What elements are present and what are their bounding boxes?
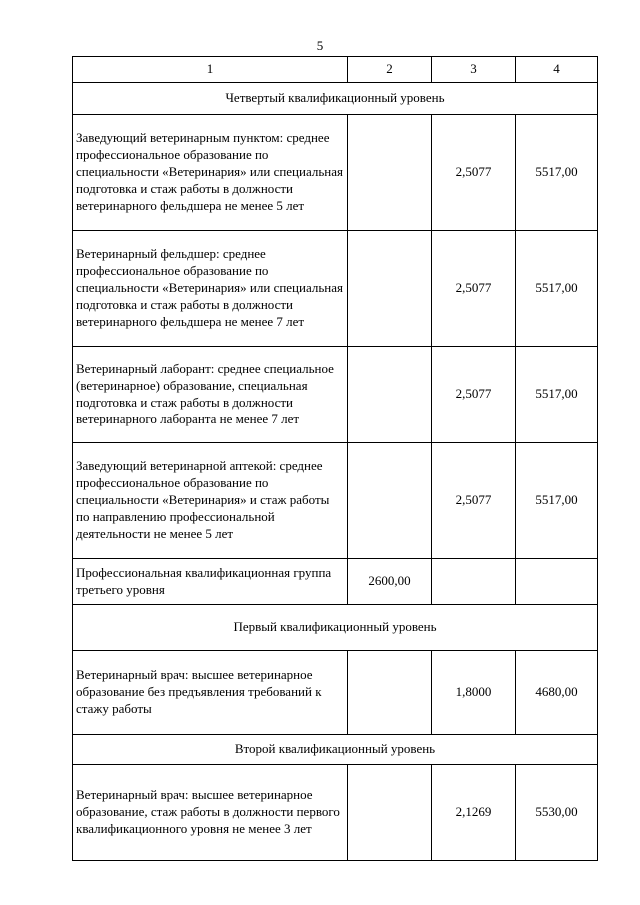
header-cell-1: 1 — [73, 57, 348, 83]
position-description: Ветеринарный врач: высшее ветеринарное образование, стаж работы в должности первого квалификационного уровня не менее 3 лет — [73, 765, 348, 861]
section-title: Первый квалификационный уровень — [73, 605, 598, 651]
base-salary-cell — [348, 347, 432, 443]
section-title: Второй квалификационный уровень — [73, 735, 598, 765]
salary-cell: 4680,00 — [516, 651, 598, 735]
position-description: Ветеринарный врач: высшее ветеринарное образование без предъявления требований к стажу работы — [73, 651, 348, 735]
salary-cell — [516, 559, 598, 605]
coefficient-cell: 2,5077 — [432, 443, 516, 559]
table-row — [73, 765, 598, 861]
section-row — [73, 83, 598, 115]
header-cell-4: 4 — [516, 57, 598, 83]
salary-cell: 5530,00 — [516, 765, 598, 861]
table-header-row — [73, 57, 598, 83]
section-title: Четвертый квалификационный уровень — [73, 83, 598, 115]
section-row — [73, 735, 598, 765]
table-row — [73, 651, 598, 735]
base-salary-cell: 2600,00 — [348, 559, 432, 605]
salary-cell: 5517,00 — [516, 115, 598, 231]
base-salary-cell — [348, 443, 432, 559]
base-salary-cell — [348, 651, 432, 735]
header-cell-3: 3 — [432, 57, 516, 83]
table-row — [73, 115, 598, 231]
coefficient-cell: 2,5077 — [432, 231, 516, 347]
coefficient-cell: 2,1269 — [432, 765, 516, 861]
table-row — [73, 347, 598, 443]
section-row — [73, 605, 598, 651]
coefficient-cell — [432, 559, 516, 605]
coefficient-cell: 1,8000 — [432, 651, 516, 735]
base-salary-cell — [348, 115, 432, 231]
salary-cell: 5517,00 — [516, 347, 598, 443]
table-row — [73, 231, 598, 347]
position-description: Заведующий ветеринарным пунктом: среднее профессиональное образование по специальности «Ветеринария» или специальная подготовка и стаж работы в должности ветеринарного фельдшера не менее 5 лет — [73, 115, 348, 231]
base-salary-cell — [348, 765, 432, 861]
position-description: Ветеринарный фельдшер: среднее профессиональное образование по специальности «Ветеринария» или специальная подготовка и стаж работы в должности ветеринарного фельдшера не менее 7 лет — [73, 231, 348, 347]
salary-cell: 5517,00 — [516, 231, 598, 347]
coefficient-cell: 2,5077 — [432, 115, 516, 231]
position-description: Заведующий ветеринарной аптекой: среднее профессиональное образование по специальности «Ветеринария» и стаж работы по направлению профессиональной деятельности не менее 5 лет — [73, 443, 348, 559]
page-number: 5 — [316, 38, 324, 53]
position-description: Ветеринарный лаборант: среднее специальное (ветеринарное) образование, специальная подготовка и стаж работы в должности ветеринарного лаборанта не менее 7 лет — [73, 347, 348, 443]
group-description: Профессиональная квалификационная группа третьего уровня — [73, 559, 348, 605]
coefficient-cell: 2,5077 — [432, 347, 516, 443]
base-salary-cell — [348, 231, 432, 347]
qualification-table — [72, 56, 598, 861]
salary-cell: 5517,00 — [516, 443, 598, 559]
table-row — [73, 443, 598, 559]
header-cell-2: 2 — [348, 57, 432, 83]
table-row — [73, 559, 598, 605]
